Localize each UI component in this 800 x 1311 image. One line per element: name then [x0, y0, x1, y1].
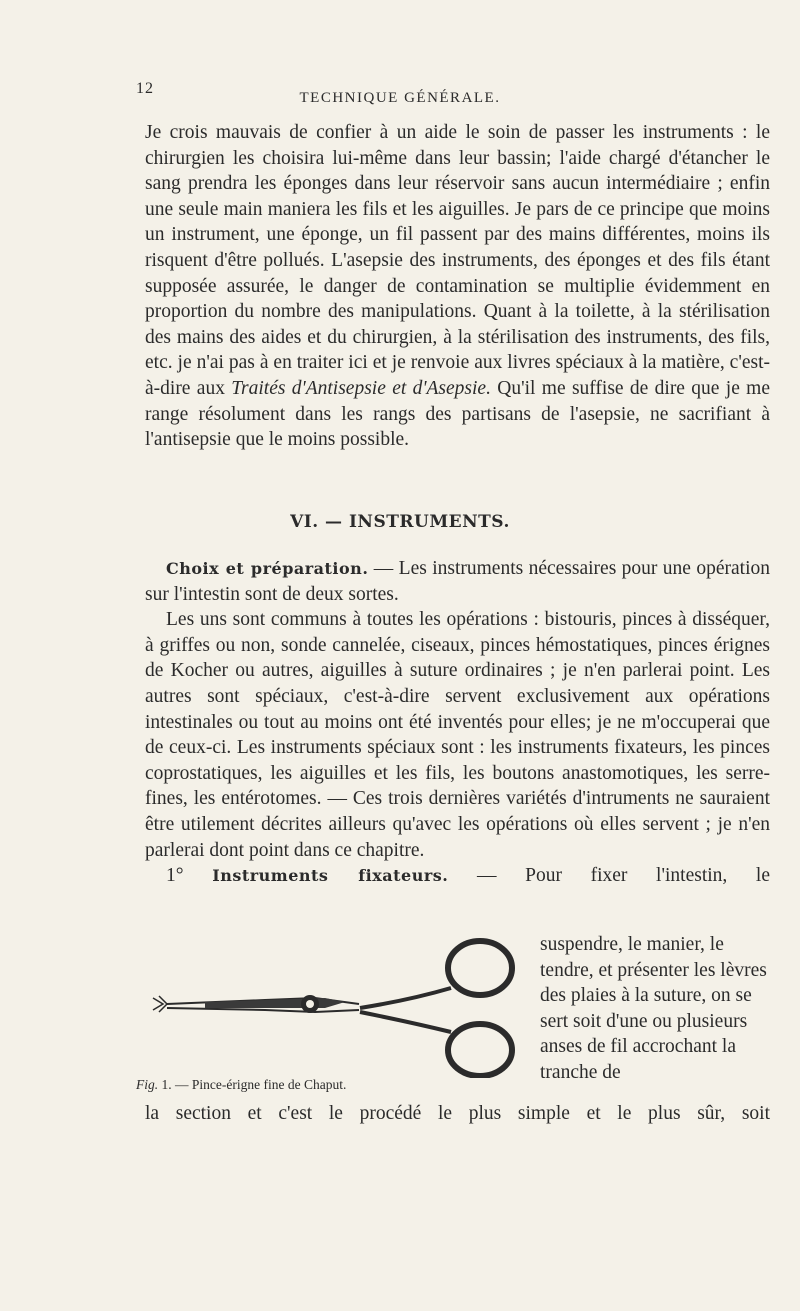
- running-head: TECHNIQUE GÉNÉRALE.: [299, 90, 501, 106]
- page-number: 12: [136, 80, 154, 97]
- figure-label: Fig.: [136, 1077, 159, 1092]
- paragraph-1: [145, 120, 770, 453]
- paragraph-4-lead-text: — Pour fixer l'intestin, le: [448, 865, 770, 887]
- section-body: [145, 556, 770, 889]
- figure-caption: [136, 1077, 346, 1093]
- figure-block: [136, 932, 770, 1100]
- paragraph-4-number: 1°: [166, 865, 184, 887]
- forceps-illustration-icon: [145, 938, 530, 1078]
- paragraph-1-text-end: Qu'il me suffise de dire que je me range résolument dans les rangs des partisans de l'asepsie, ne sacrifiant à l'antisepsie que le moins possible.: [145, 377, 770, 451]
- paragraph-3: Les uns sont communs à toutes les opérations : bistouris, pinces à disséquer, à griffes ou non, sonde cannelée, ciseaux, pinces hémostatiques, pinces érignes de Kocher ou autres, aiguilles à suture ordinaires ; je n'en parlerai point. Les autres sont spéciaux, c'est-à-dire servent exclusivement aux opérations intestinales ou tout au moins ont été inventés pour elles; je ne m'occuperai que de ceux-ci. Les instruments spéciaux sont : les instruments fixateurs, les pinces coprostatiques, les aiguilles et les fils, les boutons anastomotiques, les serre-fines, les entérotomes. — Ces trois dernières variétés d'intruments ne sauraient être utilement décrites ailleurs qu'avec les opérations où elles servent ; je n'en parlerai dont point dans ce chapitre.: [145, 609, 770, 861]
- figure-caption-text: 1. — Pince-érigne fine de Chaput.: [161, 1077, 347, 1092]
- paragraph-2: [145, 556, 770, 607]
- paragraph-1-italic: Traités d'Antisepsie et d'Asepsie.: [231, 377, 491, 399]
- paragraph-2-text: — Les instruments nécessaires pour une opération sur l'intestin sont de deux sortes.: [145, 558, 770, 605]
- paragraph-4-last-line: la section et c'est le procédé le plus simple et le plus sûr, soit: [145, 1103, 770, 1124]
- paragraph-1-text: Je crois mauvais de confier à un aide le soin de passer les instruments : le chirurgien les choisira lui-même dans leur bassin; l'aide chargé d'étancher le sang prendra les éponges dans leur réservoir sans aucun intermédiaire ; enfin une seule main maniera les fils et les aiguilles. Je pars de ce principe que moins un instrument, une éponge, un fil passent par des mains différentes, moins ils risquent d'être pollués. L'asepsie des instruments, des éponges et des fils étant supposée assurée, le danger de contamination se multiplie évidemment en proportion du nombre des manipulations. Quant à la toilette, à la stérilisation des mains des aides et du chirurgien, à la stérilisation des instruments, des fils, etc. je n'ai pas à en traiter ici et je renvoie aux livres spéciaux à la matière, c'est-à-dire aux: [145, 122, 770, 399]
- runin-heading-choix: Choix et préparation.: [166, 559, 369, 578]
- section-title: VI. — INSTRUMENTS.: [290, 512, 510, 532]
- paragraph-asepsis: [145, 120, 770, 453]
- figure-wrapped-text: suspendre, le manier, le tendre, et présenter les lèvres des plaies à la suture, on se sert soit d'une ou plusieurs anses de fil accrochant la tranche de: [540, 934, 767, 1083]
- runin-heading-fixateurs: Instruments fixateurs.: [212, 866, 449, 886]
- paragraph-4-lead: [145, 863, 770, 889]
